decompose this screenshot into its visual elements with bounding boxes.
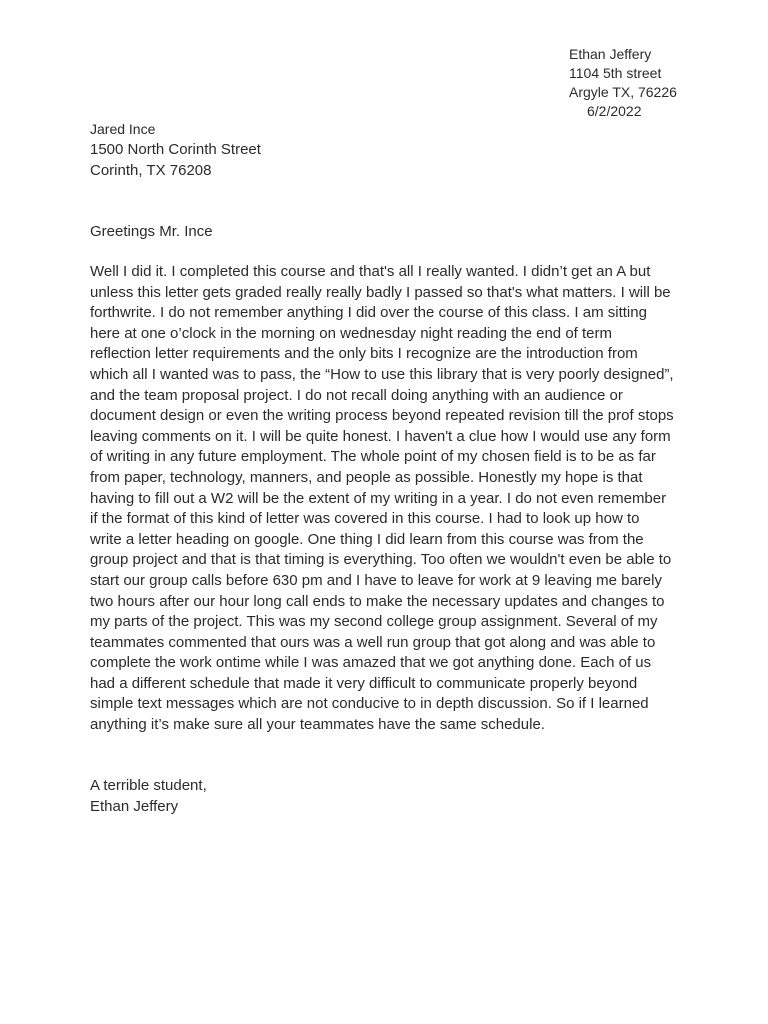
letter-date: 6/2/2022 (587, 103, 642, 119)
body-line: forthwrite. I do not remember anything I did over the course of this class. I am sitting (90, 304, 647, 322)
closing-block (90, 776, 207, 817)
body-line: complete the work ontime while I was amazed that we got anything done. Each of us (90, 654, 652, 672)
body-line: anything it’s make sure all your teammates have the same schedule. (90, 716, 545, 734)
body-line: group project and that is that timing is everything. Too often we wouldn't even be able to (90, 551, 672, 569)
body-line: reflection letter requirements and the only bits I recognize are the introduction from (90, 345, 638, 363)
body-line: simple text messages which are not conducive to in depth discussion. So if I learned (90, 695, 649, 713)
sender-street: 1104 5th street (569, 65, 662, 81)
body-line: here at one o’clock in the morning on wednesday night reading the end of term (90, 324, 612, 342)
body-line: write a letter heading on google. One thing I did learn from this course was from the (90, 530, 644, 548)
body-line: unless this letter gets graded really really badly I passed so that's what matters. I will be (90, 283, 671, 301)
body-line: if the format of this kind of letter was covered in this course. I had to look up how to (90, 510, 640, 528)
salutation: Greetings Mr. Ince (90, 223, 213, 240)
body-line: leaving comments on it. I will be quite honest. I haven't a clue how I would use any form (90, 427, 671, 445)
body-line: Well I did it. I completed this course and that's all I really wanted. I didn’t get an A but (90, 263, 651, 280)
body-line: had a different schedule that made it very difficult to communicate properly beyond (90, 674, 638, 692)
recipient-street: 1500 North Corinth Street (90, 141, 261, 158)
body-line: start our group calls before 630 pm and I have to leave for work at 9 leaving me barely (90, 571, 662, 589)
recipient-address-block (90, 120, 261, 181)
body-line: from paper, technology, manners, and people as possible. Honestly my hope is that (90, 468, 643, 486)
body-line: of writing in any future employment. The whole point of my chosen field is to be as far (90, 448, 656, 466)
signature-name: Ethan Jeffery (90, 797, 179, 815)
sender-name: Ethan Jeffery (569, 46, 652, 62)
valediction: A terrible student, (90, 777, 207, 794)
sender-address-block (569, 45, 677, 121)
letter-body (90, 262, 680, 736)
body-line: two hours after our hour long call ends to make the necessary updates and changes to (90, 592, 665, 610)
body-line: document design or even the writing process beyond repeated revision till the prof stops (90, 407, 674, 425)
recipient-city: Corinth, TX 76208 (90, 162, 212, 179)
recipient-name: Jared Ince (90, 121, 156, 137)
sender-city: Argyle TX, 76226 (569, 84, 677, 100)
body-line: having to fill out a W2 will be the extent of my writing in a year. I do not even remember (90, 489, 667, 507)
body-line: teammates commented that ours was a well run group that got along and was able to (90, 633, 656, 651)
body-line: and the team proposal project. I do not recall doing anything with an audience or (90, 386, 623, 404)
body-line: my parts of the project. This was my second college group assignment. Several of my (90, 613, 658, 631)
body-line: which all I wanted was to pass, the “How to use this library that is very poorly designed”, (90, 365, 674, 383)
